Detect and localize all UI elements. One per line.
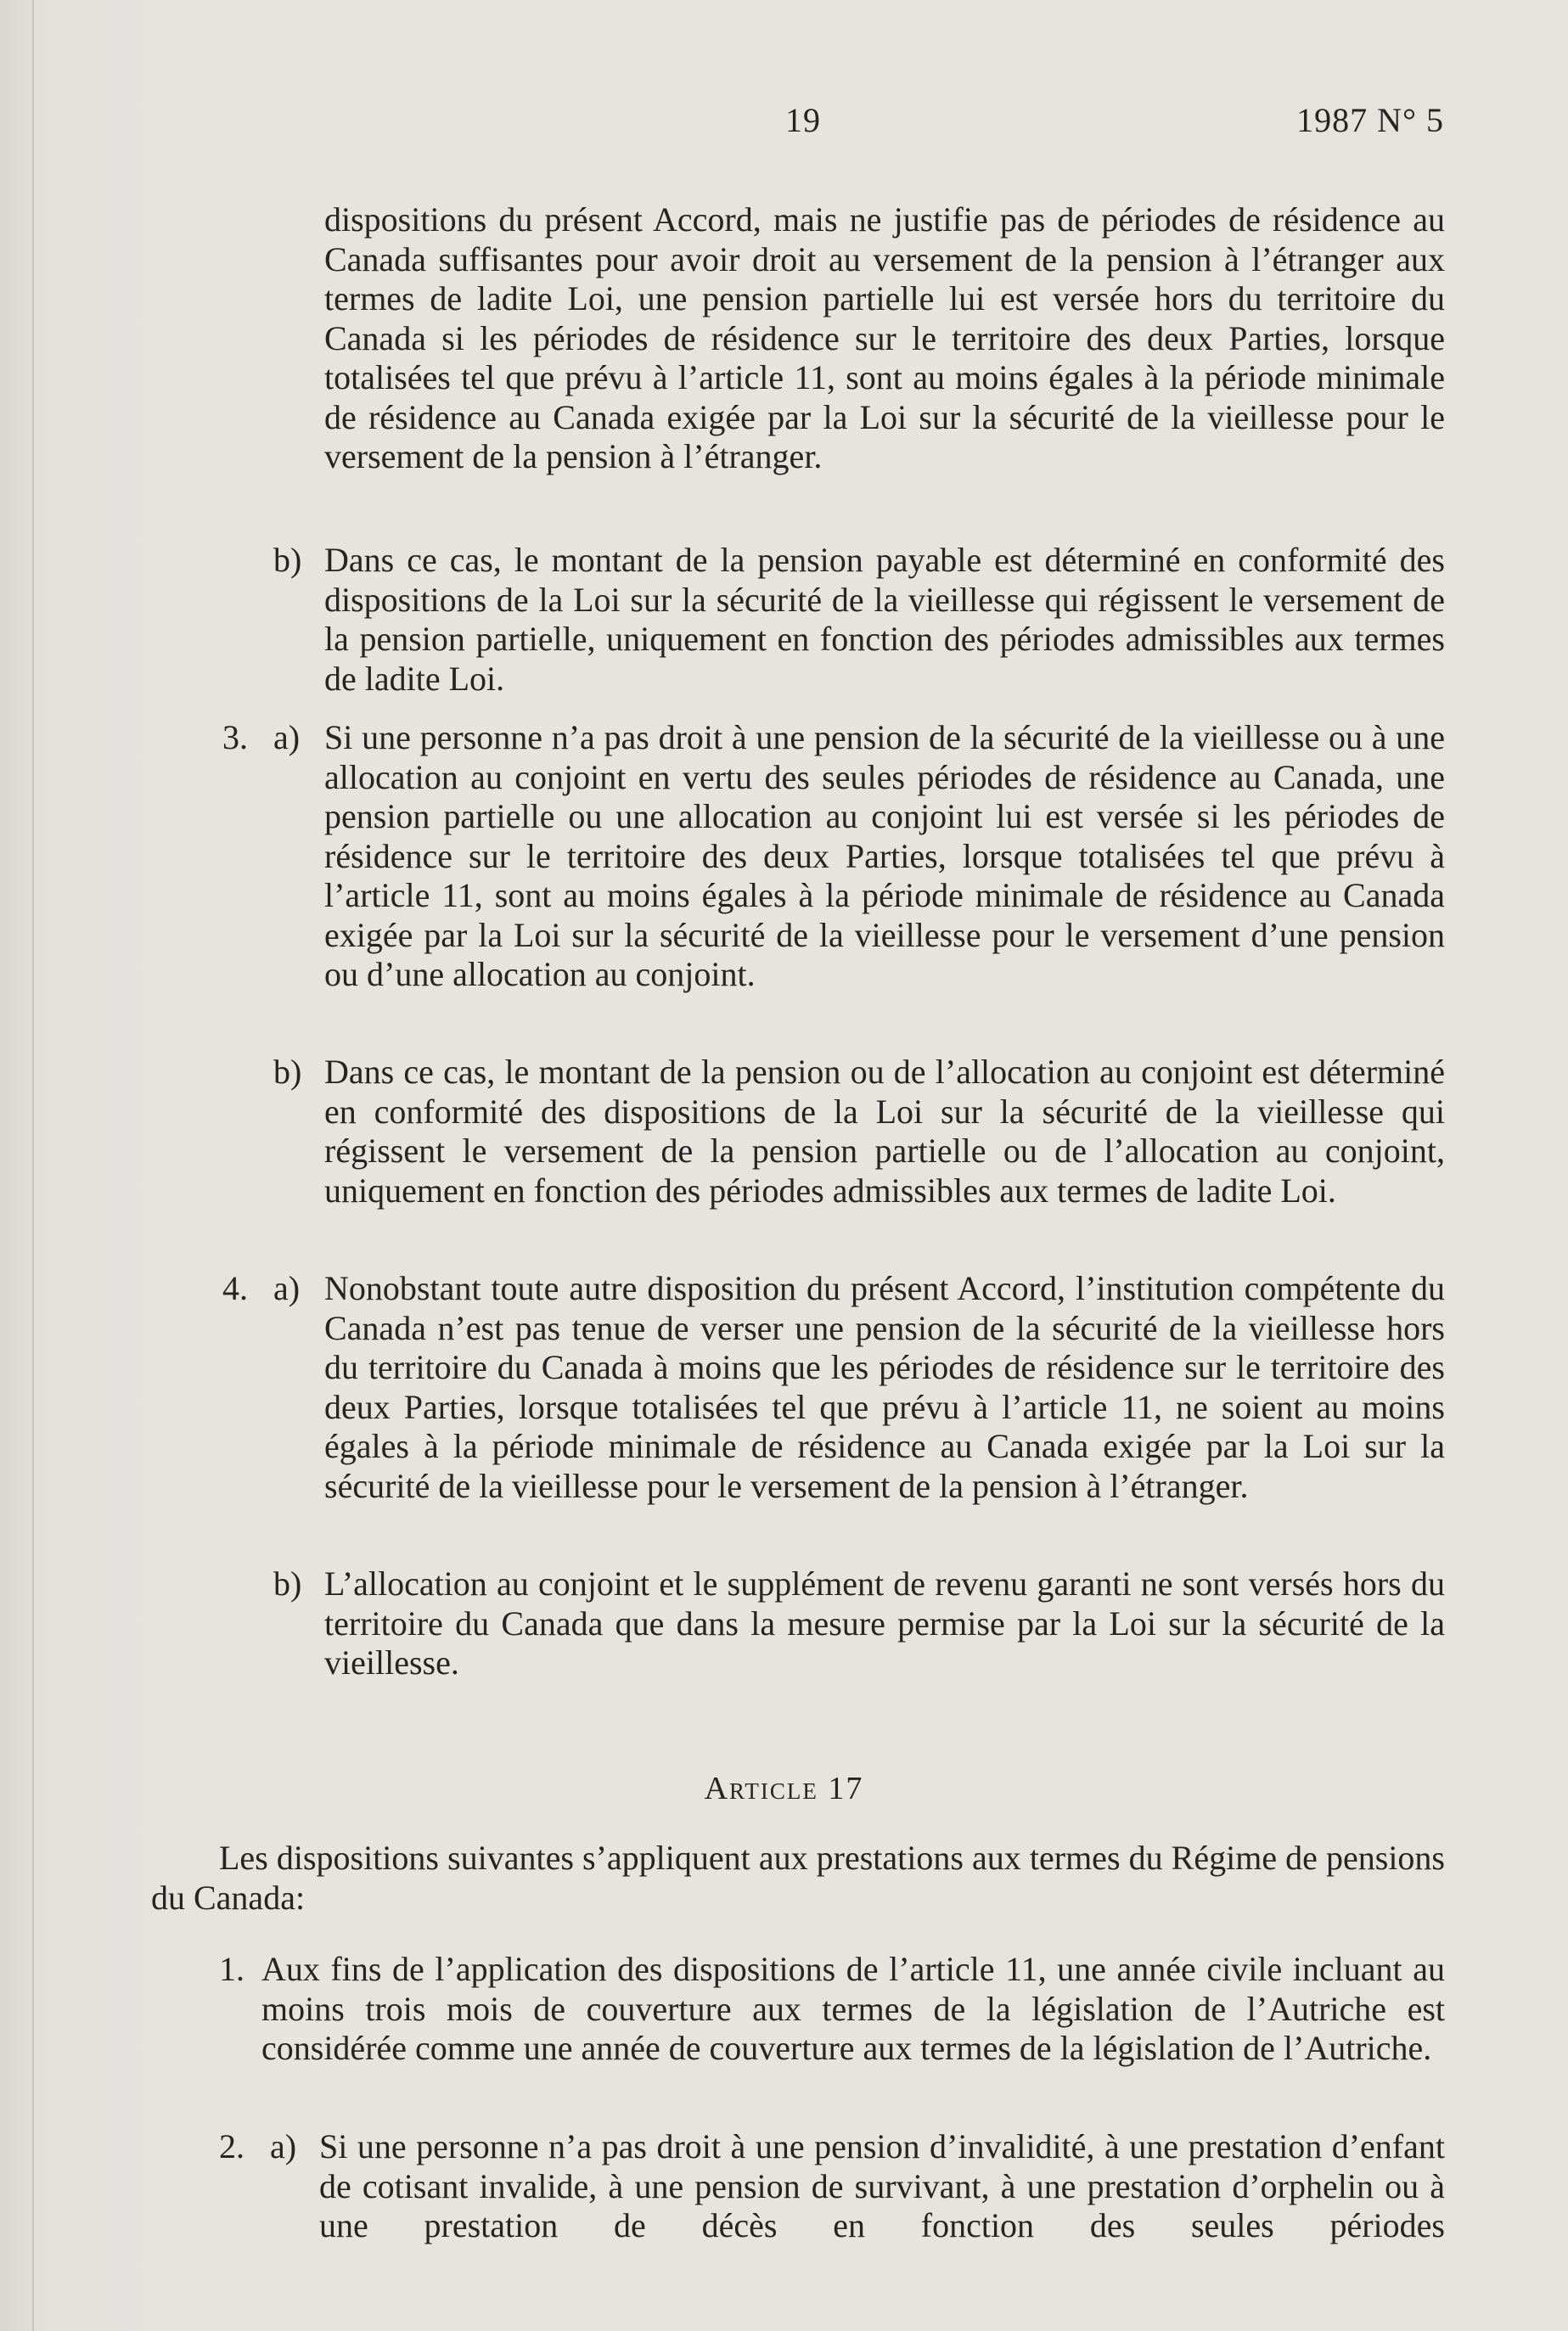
paragraph-2b-text: Dans ce cas, le montant de la pension payable est déterminé en conformité des dispositions de la Loi sur la sécurité de la vieillesse qui régissent le versement de la pension partielle, uniquement en fonction des périodes admissibles aux termes de ladite Loi. [324,541,1445,698]
paragraph-2a-continuation: dispositions du présent Accord, mais ne justifie pas de périodes de résidence au Canada suffisantes pour avoir droit au versement de la pension à l’étranger aux termes de ladite Loi, une pension partielle lui est versée hors du territoire du Canada si les périodes de résidence sur le territoire des deux Parties, lorsque totalisées tel que prévu à l’article 11, sont au moins égales à la période minimale de résidence au Canada exigée par la Loi sur la sécurité de la vieillesse pour le versement de la pension à l’étranger. [324,200,1445,475]
paragraph-4a-text: Nonobstant toute autre disposition du présent Accord, l’institution compétente du Canada n’est pas tenue de verser une pension de la sécurité de la vieillesse hors du territoire du Canada à moins que les périodes de résidence sur le territoire des deux Parties, lorsque totalisées tel que prévu à l’article 11, ne soient au moins égales à la période minimale de résidence au Canada exigée par la Loi sur la sécurité de la vieillesse pour le versement de la pension à l’étranger. [324,1269,1445,1505]
article-heading [0,1770,1568,1807]
paragraph-3b-text: Dans ce cas, le montant de la pension ou de l’allocation au conjoint est déterminé en conformité des dispositions de la Loi sur la sécurité de la vieillesse qui régissent le versement de la pension partielle ou de l’allocation au conjoint, uniquement en fonction des périodes admissibles aux termes de ladite Loi. [324,1053,1445,1210]
page-edge-shadow [32,0,34,2331]
gazette-reference: 1987 N° 5 [1296,101,1444,139]
article-intro: Les dispositions suivantes s’appliquent aux prestations aux termes du Régime de pensions du Canada: [151,1839,1445,1917]
paragraph-2b-label: b) [273,541,302,579]
item-1-text: Aux fins de l’application des dispositions de l’article 11, une année civile incluant au moins trois mois de couverture aux termes de la législation de l’Autriche est considérée comme une année de couverture aux termes de la législation de l’Autriche. [261,1950,1445,2067]
paragraph-4-number: 4. [222,1269,248,1307]
paragraph-3b-label: b) [273,1053,302,1091]
item-2-number: 2. [219,2127,244,2165]
item-1-number: 1. [219,1950,244,1988]
paragraph-3a-label: a) [273,718,301,756]
paragraph-3a-text: Si une personne n’a pas droit à une pension de la sécurité de la vieillesse ou à une allocation au conjoint en vertu des seules périodes de résidence au Canada, une pension partielle ou une allocation au conjoint lui est versée si les périodes de résidence sur le territoire des deux Parties, lorsque totalisées tel que prévu à l’article 11, sont au moins égales à la période minimale de résidence au Canada exigée par la Loi sur la sécurité de la vieillesse pour le versement d’une pension ou d’une allocation au conjoint. [324,718,1445,993]
paragraph-4b-text: L’allocation au conjoint et le supplément de revenu garanti ne sont versés hors du territoire du Canada que dans la mesure permise par la Loi sur la sécurité de la vieillesse. [324,1564,1445,1682]
item-2a-label: a) [270,2127,297,2165]
item-2a-text: Si une personne n’a pas droit à une pension d’invalidité, à une prestation d’enfant de cotisant invalide, à une pension de survivant, à une prestation d’orphelin ou à une prestation de décès en fonction des seules périodes [319,2127,1445,2244]
paragraph-4b-label: b) [273,1564,302,1603]
paragraph-3-number: 3. [222,718,248,756]
paragraph-4a-label: a) [273,1269,301,1307]
page-number: 19 [785,101,821,139]
article-title: Article 17 [704,1771,864,1806]
